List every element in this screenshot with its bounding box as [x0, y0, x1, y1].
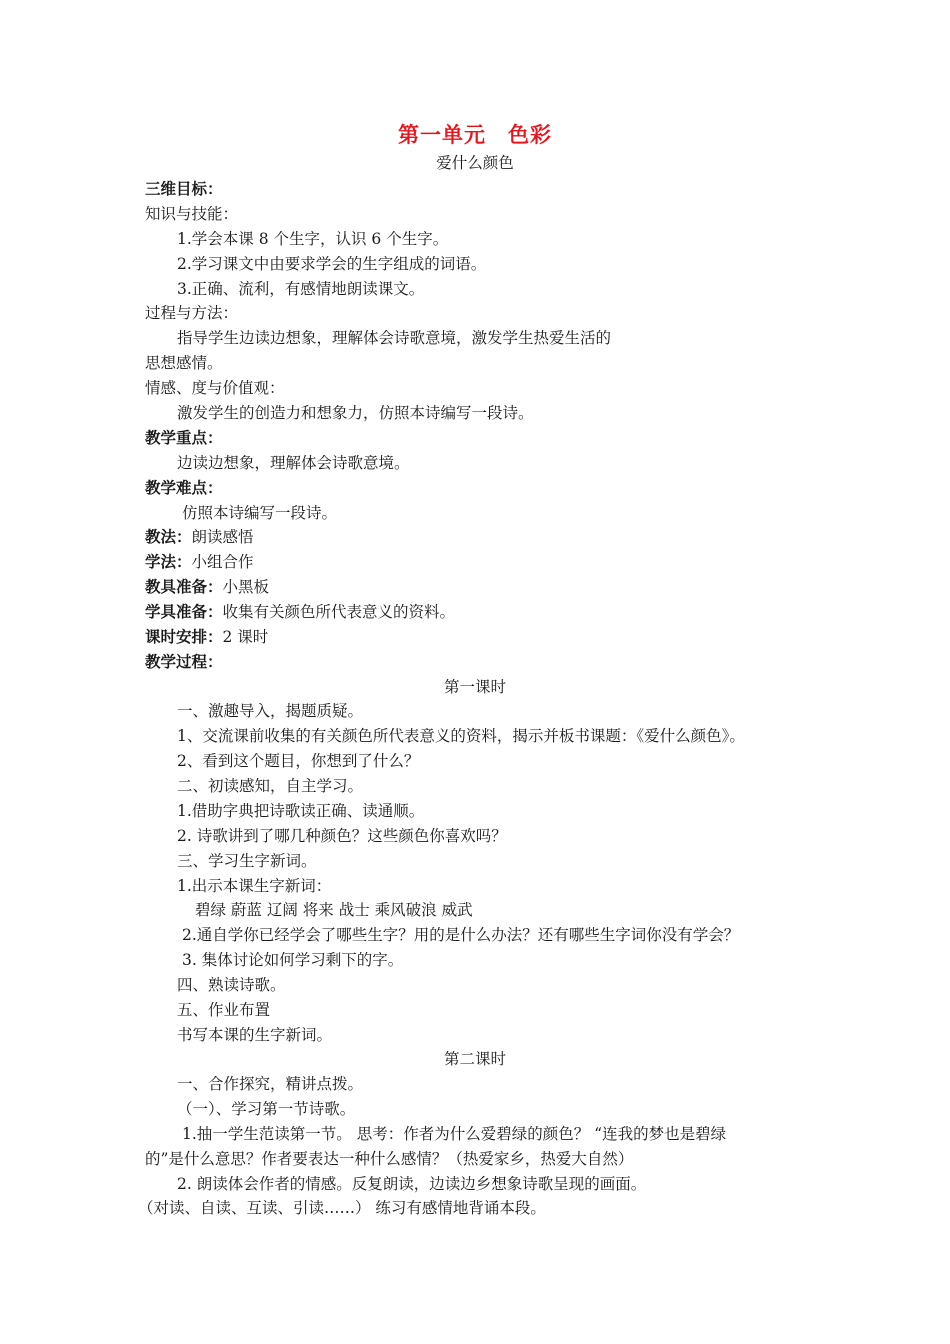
teaching-process-heading: 教学过程：: [145, 652, 223, 671]
lesson1-line: 1、交流课前收集的有关颜色所代表意义的资料，揭示并板书课题：《爱什么颜色》。: [177, 727, 745, 745]
lesson2-line: 一、合作探究，精讲点拨。: [177, 1075, 364, 1093]
keypoint-text: 边读边想象，理解体会诗歌意境。: [177, 454, 410, 472]
lesson2-paragraph-1: 1.抽一学生范读第一节。 思考：作者为什么爱碧绿的颜色？ “连我的梦也是碧绿: [182, 1125, 727, 1143]
lesson1-line: 五、作业布置: [177, 1001, 271, 1019]
vocabulary-line: 碧绿 蔚蓝 辽阔 将来 战士 乘风破浪 威武: [195, 901, 473, 919]
knowledge-item: 1.学会本课 8 个生字，认识 6 个生字。: [177, 230, 449, 248]
goals-heading: 三维目标：: [145, 179, 223, 198]
learning-method-line: [0, 551, 950, 573]
difficulty-text: 仿照本诗编写一段诗。: [182, 504, 338, 522]
lesson2-heading: 第二课时: [443, 1050, 506, 1068]
teaching-method-value: 朗读感悟: [191, 528, 254, 546]
lesson1-line: 2、看到这个题目，你想到了什么？: [177, 752, 420, 770]
lesson1-line: 书写本课的生字新词。: [177, 1026, 333, 1044]
learning-method-label: 学法：: [145, 552, 192, 571]
knowledge-heading: 知识与技能：: [145, 205, 239, 223]
lesson1-line: 一、激趣导入，揭题质疑。: [177, 702, 364, 720]
teaching-tools-label: 教具准备：: [145, 577, 223, 596]
lesson1-line: 1.出示本课生字新词：: [177, 877, 332, 895]
lesson1-line: 三、学习生字新词。: [177, 852, 317, 870]
lesson1-heading: 第一课时: [443, 678, 506, 696]
learning-tools-line: [0, 601, 950, 623]
teaching-method-line: [0, 526, 950, 548]
teaching-method-label: 教法：: [145, 527, 192, 546]
schedule-line: [0, 626, 950, 648]
lesson2-line: （一）、学习第一节诗歌。: [177, 1100, 356, 1118]
process-method-text-cont: 思想感情。: [145, 354, 223, 372]
lesson1-line: 四、熟读诗歌。: [177, 976, 286, 994]
process-method-heading: 过程与方法：: [145, 304, 239, 322]
difficulty-heading: 教学难点：: [145, 478, 223, 497]
lesson1-line: 1.借助字典把诗歌读正确、读通顺。: [177, 802, 425, 820]
keypoint-heading: 教学重点：: [145, 428, 223, 447]
lesson-title: 爱什么颜色: [436, 154, 514, 172]
lesson1-line: 3. 集体讨论如何学习剩下的字。: [182, 951, 404, 969]
teaching-tools-line: [0, 576, 950, 598]
emotion-heading: 情感、度与价值观：: [145, 379, 285, 397]
document-title: 第一单元 色彩: [398, 122, 552, 147]
teaching-tools-value: 小黑板: [222, 578, 270, 596]
emotion-text: 激发学生的创造力和想象力，仿照本诗编写一段诗。: [177, 404, 534, 422]
lesson1-line: 二、初读感知，自主学习。: [177, 777, 364, 795]
lesson2-paragraph-2-cont: （对读、自读、互读、引读……） 练习有感情地背诵本段。: [138, 1199, 546, 1217]
learning-tools-value: 收集有关颜色所代表意义的资料。: [222, 603, 456, 621]
learning-tools-label: 学具准备：: [145, 602, 223, 621]
lesson1-line: 2. 诗歌讲到了哪几种颜色？这些颜色你喜欢吗？: [177, 827, 507, 845]
knowledge-item: 2.学习课文中由要求学会的生字组成的词语。: [177, 255, 487, 273]
knowledge-item: 3.正确、流利，有感情地朗读课文。: [177, 280, 425, 298]
lesson2-paragraph-1-cont: 的”是什么意思？作者要表达一种什么感情？（热爱家乡，热爱大自然）: [145, 1150, 634, 1168]
schedule-value: 2 课时: [222, 628, 269, 646]
lesson2-paragraph-2: 2. 朗读体会作者的情感。反复朗读，边读边乡想象诗歌呈现的画面。: [177, 1175, 647, 1193]
schedule-label: 课时安排：: [145, 627, 223, 646]
lesson1-line: 2.通自学你已经学会了哪些生字？用的是什么办法？还有哪些生字词你没有学会？: [182, 926, 740, 944]
learning-method-value: 小组合作: [191, 553, 254, 571]
process-method-text: 指导学生边读边想象，理解体会诗歌意境，激发学生热爱生活的: [177, 329, 612, 347]
